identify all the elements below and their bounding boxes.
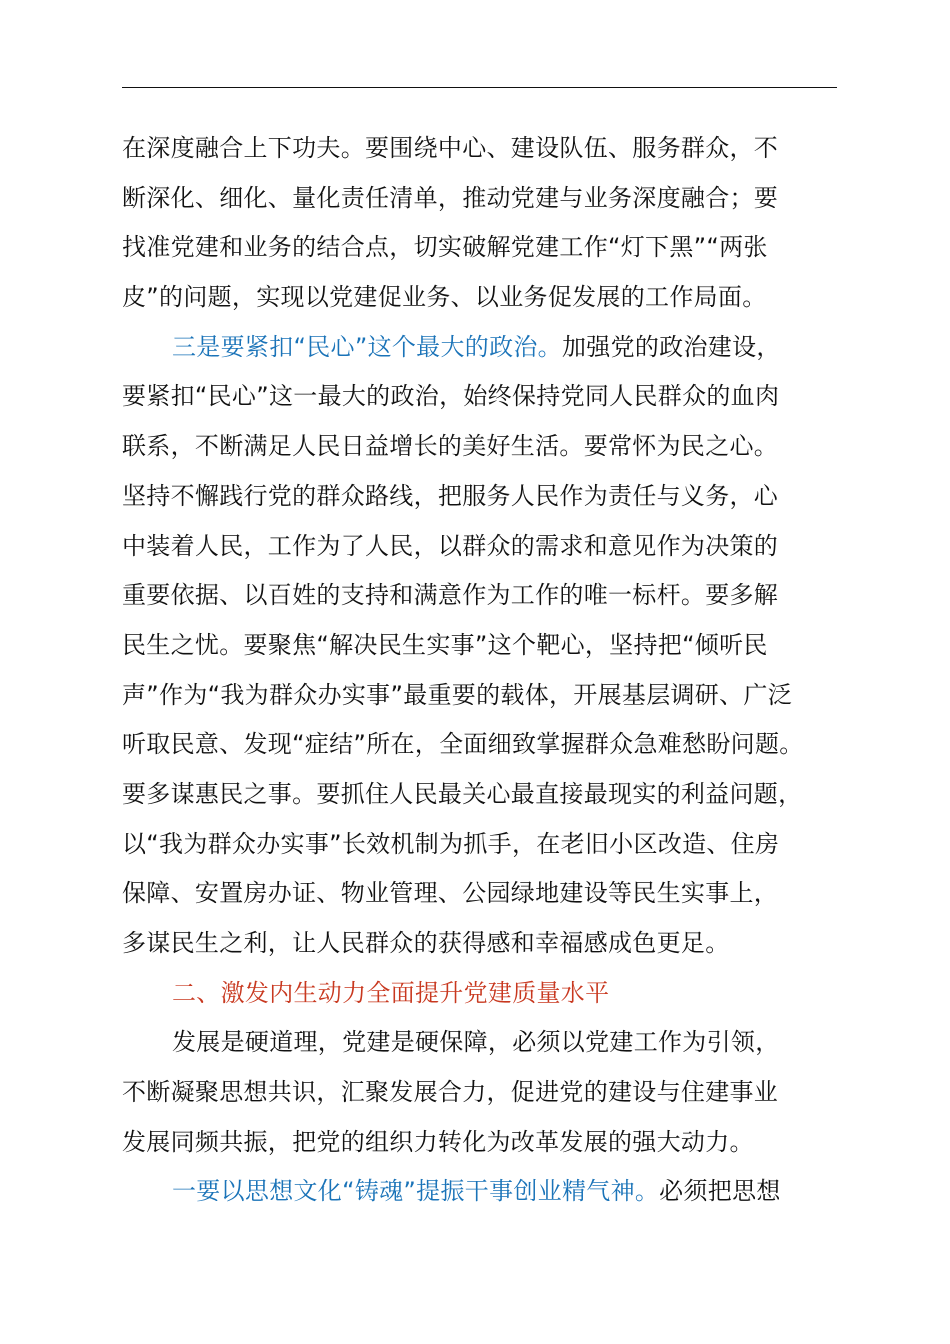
text-line: 重要依据、以百姓的支持和满意作为工作的唯一标杆。要多解 (122, 581, 779, 610)
subheading-highlight: 三是要紧扣“民心”这个最大的政治。 (172, 332, 562, 361)
text-line: 声”作为“我为群众办实事”最重要的载体，开展基层调研、广泛 (122, 680, 792, 709)
text-line: 多谋民生之利，让人民群众的获得感和幸福感成色更足。 (122, 929, 730, 957)
text-line: 坚持不懈践行党的群众路线，把服务人民作为责任与义务，心 (122, 481, 779, 510)
text-line: 保障、安置房办证、物业管理、公园绿地建设等民生实事上， (122, 879, 779, 908)
section-heading: 二、激发内生动力全面提升党建质量水平 (172, 978, 610, 1007)
text-line: 要紧扣“民心”这一最大的政治，始终保持党同人民群众的血肉 (122, 382, 780, 411)
text-line: 断深化、细化、量化责任清单，推动党建与业务深度融合；要 (122, 183, 779, 212)
text-line: 皮”的问题，实现以党建促业务、以业务促发展的工作局面。 (122, 283, 767, 312)
header-rule (122, 87, 837, 88)
text-line: 民生之忧。要聚焦“解决民生实事”这个靶心，坚持把“倾听民 (122, 630, 768, 659)
text-line: 在深度融合上下功夫。要围绕中心、建设队伍、服务群众，不 (122, 134, 779, 162)
text-line: 以“我为群众办实事”长效机制为抓手，在老旧小区改造、住房 (122, 829, 780, 858)
subheading-line (122, 323, 862, 373)
text-line: 不断凝聚思想共识，汇聚发展合力，促进党的建设与住建事业 (122, 1078, 779, 1107)
text-line: 发展是硬道理，党建是硬保障，必须以党建工作为引领， (172, 1028, 780, 1057)
subheading-highlight: 一要以思想文化“铸魂”提振干事创业精气神。 (172, 1177, 660, 1206)
text-line: 找准党建和业务的结合点，切实破解党建工作“灯下黑”“两张 (122, 233, 768, 262)
subheading-rest: 必须把思想 (659, 1177, 781, 1206)
text-line: 联系，不断满足人民日益增长的美好生活。要常怀为民之心。 (122, 432, 779, 461)
subheading-rest: 加强党的政治建设， (561, 332, 781, 361)
text-line: 中装着人民，工作为了人民，以群众的需求和意见作为决策的 (122, 531, 779, 560)
text-line: 发展同频共振，把党的组织力转化为改革发展的强大动力。 (122, 1127, 754, 1156)
subheading-line (122, 1167, 862, 1217)
text-line: 听取民意、发现“症结”所在，全面细致掌握群众急难愁盼问题。 (122, 730, 804, 759)
text-line: 要多谋惠民之事。要抓住人民最关心最直接最现实的利益问题， (122, 779, 803, 808)
document-body (122, 124, 862, 1217)
